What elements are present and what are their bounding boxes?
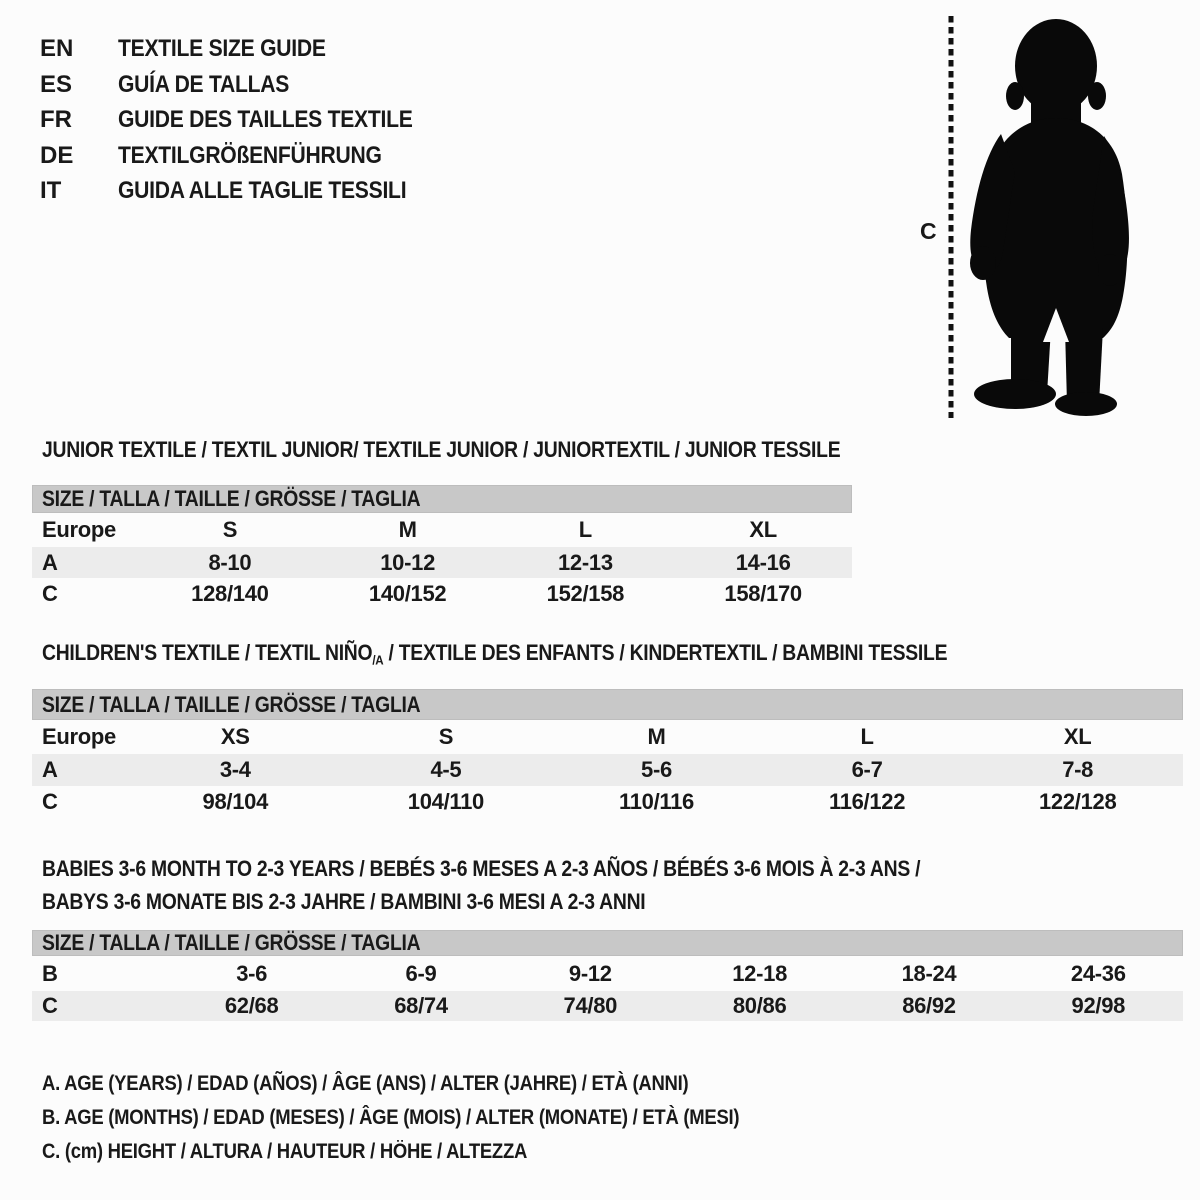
legend-line-c (42, 1135, 834, 1169)
value-cell: 74/80 (563, 993, 618, 1018)
babies-section-title (42, 852, 1040, 918)
row-label-cell: B (42, 960, 58, 986)
legend-line-c-text: C. (cm) HEIGHT / ALTURA / HAUTEUR / HÖHE / ALTEZZA (42, 1140, 528, 1163)
value-cell: 116/122 (828, 789, 906, 814)
table-row (32, 754, 1183, 786)
legend-line-b-text: B. AGE (MONTHS) / EDAD (MESES) / ÂGE (MOIS) / ALTER (MONATE) / ETÀ (MESI) (42, 1106, 740, 1129)
junior-size-table (32, 485, 852, 610)
value-cell: 92/98 (1071, 993, 1126, 1018)
value-cell: S (438, 724, 454, 749)
babies-title-line2: BABYS 3-6 MONATE BIS 2-3 JAHRE / BAMBINI 3-6 MESI A 2-3 ANNI (42, 889, 646, 914)
legend-line-b (42, 1101, 834, 1135)
value-cell: 8-10 (208, 549, 252, 575)
value-cell: 6-9 (405, 960, 437, 986)
row-label-cell: Europe (42, 517, 116, 542)
height-measure-dashed-line (946, 16, 956, 418)
size-header-label: SIZE / TALLA / TAILLE / GRÖSSE / TAGLIA (42, 691, 421, 717)
value-cell: 68/74 (394, 993, 448, 1018)
legend (42, 1067, 834, 1169)
legend-line-a (42, 1067, 834, 1101)
value-cell: 86/92 (902, 993, 956, 1018)
value-cell: 158/170 (724, 581, 802, 606)
value-cell: 6-7 (851, 757, 883, 782)
value-cell: 110/116 (618, 789, 694, 814)
table-row (32, 513, 852, 547)
value-cell: 152/158 (546, 581, 625, 606)
value-cell: 10-12 (380, 549, 436, 575)
language-code: FR (40, 106, 72, 133)
value-cell: XL (1063, 724, 1092, 749)
value-cell: 12-13 (557, 549, 613, 575)
value-cell: XL (749, 517, 777, 542)
value-cell: 5-6 (641, 757, 672, 782)
height-measure-label: C (920, 218, 937, 244)
row-label-cell: C (42, 789, 58, 814)
value-cell: M (647, 724, 666, 749)
children-section-title (42, 640, 1071, 668)
value-cell: 18-24 (901, 960, 957, 986)
language-row (40, 173, 453, 209)
value-cell: S (222, 517, 238, 542)
value-cell: XS (220, 724, 250, 749)
row-label-cell: A (42, 757, 58, 782)
row-label-cell: C (42, 993, 58, 1018)
language-row (40, 102, 453, 138)
size-header-bar (32, 689, 1183, 720)
table-row (32, 578, 852, 610)
value-cell: 62/68 (224, 993, 279, 1018)
children-title-after: / TEXTILE DES ENFANTS / KINDERTEXTIL / BAMBINI TESSILE (383, 640, 948, 665)
size-header-label: SIZE / TALLA / TAILLE / GRÖSSE / TAGLIA (42, 486, 421, 511)
row-label-cell: C (42, 581, 58, 606)
value-cell: 12-18 (732, 960, 788, 986)
language-code: IT (40, 177, 62, 204)
value-cell: 98/104 (202, 789, 269, 814)
value-cell: 80/86 (732, 993, 787, 1018)
babies-title-line1: BABIES 3-6 MONTH TO 2-3 YEARS / BEBÉS 3-6 MESES A 2-3 AÑOS / BÉBÉS 3-6 MOIS À 2-3 ANS / (42, 856, 921, 881)
table-row (32, 786, 1183, 818)
toddler-silhouette-image (965, 16, 1137, 418)
language-title: TEXTILE SIZE GUIDE (118, 35, 326, 62)
junior-section-title (42, 437, 949, 463)
table-row (32, 956, 1183, 991)
table-row (32, 720, 1183, 754)
value-cell: 140/152 (368, 581, 447, 606)
row-label-cell: A (42, 549, 58, 575)
children-size-table (32, 689, 1183, 818)
language-title: GUIDA ALLE TAGLIE TESSILI (118, 177, 407, 204)
language-code: DE (40, 141, 74, 169)
value-cell: 14-16 (735, 549, 791, 575)
value-cell: 128/140 (191, 581, 269, 606)
language-code: ES (40, 70, 73, 98)
children-title-before: CHILDREN'S TEXTILE / TEXTIL NIÑO (42, 640, 373, 665)
row-label-cell: Europe (42, 724, 116, 749)
value-cell: 7-8 (1062, 757, 1094, 782)
value-cell: 104/110 (407, 789, 484, 814)
size-header-label: SIZE / TALLA / TAILLE / GRÖSSE / TAGLIA (42, 930, 421, 955)
language-row (40, 138, 453, 174)
table-row (32, 991, 1183, 1021)
junior-section-title-text: JUNIOR TEXTILE / TEXTIL JUNIOR/ TEXTILE JUNIOR / JUNIORTEXTIL / JUNIOR TESSILE (42, 437, 841, 462)
table-row (32, 547, 852, 578)
value-cell: 3-6 (236, 960, 268, 986)
value-cell: L (578, 517, 592, 542)
value-cell: 24-36 (1070, 960, 1126, 986)
language-title-list (40, 31, 453, 209)
babies-size-table (32, 930, 1183, 1021)
language-title: GUÍA DE TALLAS (118, 70, 290, 98)
legend-line-a-text: A. AGE (YEARS) / EDAD (AÑOS) / ÂGE (ANS) / ALTER (JAHRE) / ETÀ (ANNI) (42, 1072, 689, 1095)
language-row (40, 31, 453, 67)
language-row (40, 67, 453, 103)
value-cell: 9-12 (568, 960, 612, 986)
value-cell: 3-4 (219, 757, 251, 782)
value-cell: M (398, 517, 417, 542)
language-title: TEXTILGRÖßENFÜHRUNG (118, 141, 382, 169)
language-code: EN (40, 35, 74, 62)
children-title-sub: /A (372, 652, 384, 668)
value-cell: L (860, 724, 874, 749)
value-cell: 122/128 (1038, 789, 1117, 814)
size-header-bar (32, 485, 852, 513)
value-cell: 4-5 (430, 757, 462, 782)
children-section-title-text (42, 640, 947, 668)
language-title: GUIDE DES TAILLES TEXTILE (118, 106, 413, 133)
size-header-bar (32, 930, 1183, 956)
